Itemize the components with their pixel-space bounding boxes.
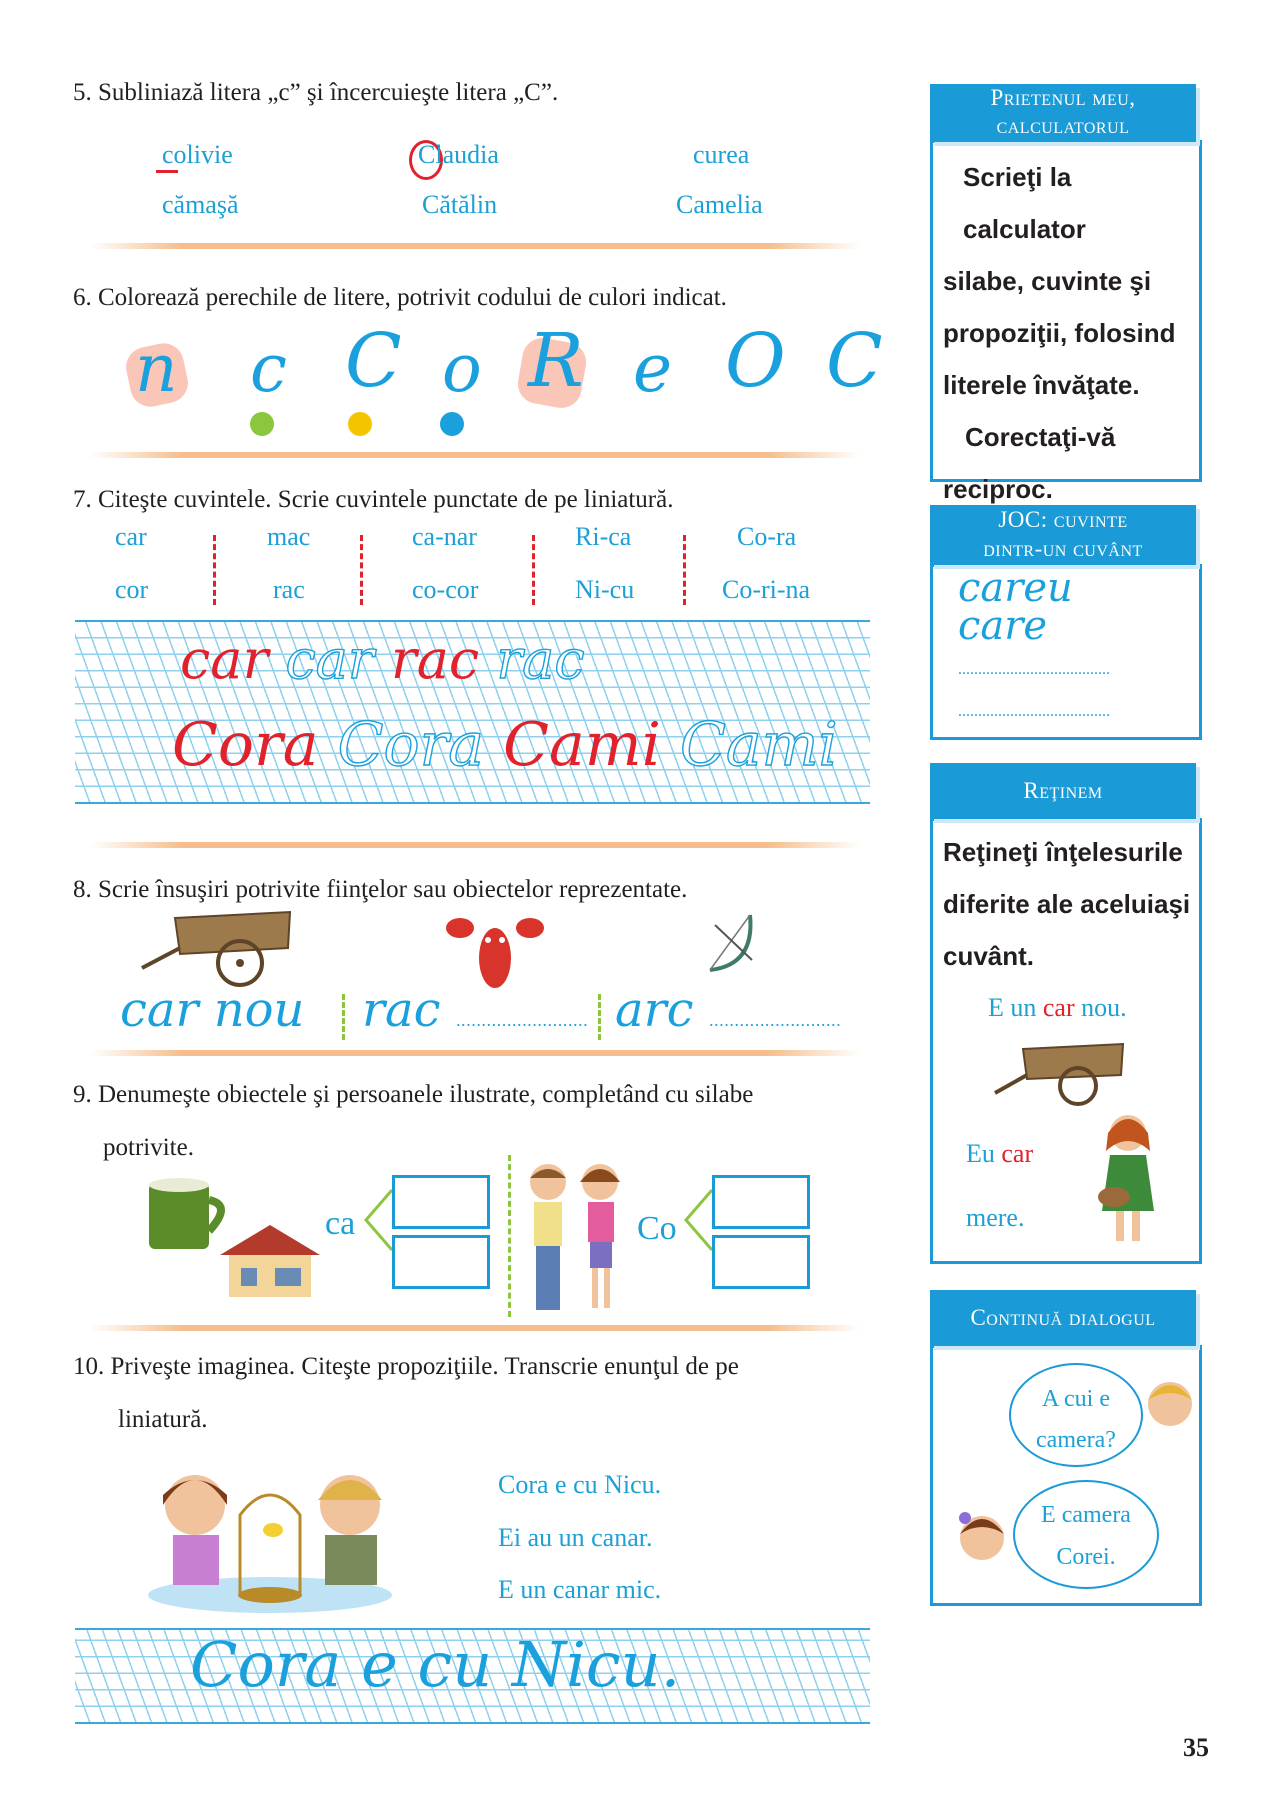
- letter-n: n: [135, 330, 178, 407]
- letter-O: O: [725, 318, 786, 404]
- example-text: nou.: [1074, 993, 1127, 1022]
- panel-line: reciproc.: [943, 474, 1053, 504]
- panel-line: Scrieţi la calculator: [963, 162, 1086, 244]
- answer-arc: [615, 982, 841, 1038]
- answer-rac: [362, 982, 588, 1038]
- handwritten-line-1: [180, 628, 585, 691]
- panel-line: propoziţii, folosind: [943, 318, 1176, 348]
- panel-line: Corectaţi-vă: [965, 422, 1116, 452]
- exercise-9-instruction-1: 9. Denumeşte obiectele şi persoanele ilustrate, completând cu silabe: [73, 1081, 754, 1108]
- dashed-divider: [213, 535, 216, 605]
- panel-line: diferite ale aceluiaşi: [943, 889, 1191, 919]
- handwritten-word: car: [180, 628, 269, 691]
- bubble-text: E camera: [1041, 1502, 1131, 1528]
- handwritten-word: rac: [390, 628, 480, 691]
- separator: [90, 452, 860, 458]
- girl-face-image: [951, 1500, 1013, 1566]
- exercise-7-instruction: 7. Citeşte cuvintele. Scrie cuvintele punctate de pe liniatură.: [73, 486, 674, 513]
- exercise-10-instruction-1: 10. Priveşte imaginea. Citeşte propoziţiile. Transcrie enunţul de pe: [73, 1353, 739, 1380]
- handwritten-word: Cami: [503, 710, 661, 780]
- cart-image: [993, 1041, 1128, 1107]
- handwritten-sentence: Cora e cu Nicu.: [190, 1628, 681, 1701]
- dashed-divider: [683, 535, 686, 605]
- house-image: [215, 1220, 325, 1300]
- word-camelia: Camelia: [676, 190, 763, 219]
- dashed-divider: [532, 535, 535, 605]
- dotted-word: Cami: [679, 710, 838, 780]
- word-cor: cor: [115, 575, 149, 604]
- letter-R: R: [528, 318, 584, 404]
- bubble-text: A cui e: [1042, 1386, 1110, 1412]
- dialogue-panel-title: Continuă dialogul: [930, 1290, 1196, 1346]
- bubble-text: Corei.: [1056, 1544, 1116, 1570]
- word-nicu: Ni-cu: [575, 575, 635, 604]
- word-claudia: Claudia: [418, 140, 499, 169]
- blank-line[interactable]: ......................................: [958, 661, 1110, 678]
- panel-title-line: dintr-un cuvânt: [983, 536, 1143, 561]
- exercise-10-instruction-2: liniatură.: [118, 1406, 208, 1433]
- letter-C: C: [345, 318, 402, 404]
- word-cora: Co-ra: [737, 522, 797, 551]
- syllable-ca: ca: [325, 1205, 356, 1242]
- handwritten-word: arc: [615, 982, 694, 1038]
- syllable-box[interactable]: [712, 1175, 810, 1229]
- boy-face-image: [1143, 1370, 1197, 1434]
- panel-line: cuvânt.: [943, 941, 1035, 971]
- separator: [90, 243, 860, 249]
- panel-line: silabe, cuvinte şi: [943, 266, 1152, 296]
- panel-body: [943, 826, 1190, 982]
- example-highlight: car: [1042, 993, 1075, 1022]
- game-panel-title: [930, 505, 1196, 565]
- example-text: E un: [988, 993, 1043, 1022]
- exercise-9-instruction-2: potrivite.: [103, 1134, 194, 1161]
- syllable-box[interactable]: [392, 1175, 490, 1229]
- letter-c: c: [250, 330, 287, 407]
- speech-bubble-2: [1013, 1480, 1159, 1589]
- syllable-co: Co: [637, 1210, 677, 1247]
- computer-panel: [930, 140, 1202, 504]
- underline-mark: [156, 170, 178, 173]
- syllable-box[interactable]: [392, 1235, 490, 1289]
- syllable-box[interactable]: [712, 1235, 810, 1289]
- example-sentence-2: [966, 1139, 1033, 1169]
- bubble-text: camera?: [1036, 1427, 1116, 1453]
- panel-line: Reţineţi înţelesurile: [943, 837, 1183, 867]
- dialogue-panel: [930, 1345, 1202, 1606]
- exercise-8-instruction: 8. Scrie însuşiri potrivite fiinţelor sau obiectelor reprezentate.: [73, 876, 688, 903]
- dashed-divider: [508, 1155, 511, 1317]
- letter-o: o: [442, 330, 482, 407]
- panel-title-line: calculatorul: [996, 113, 1130, 138]
- panel-line: literele învăţate.: [943, 370, 1140, 400]
- example-sentence-1: [988, 993, 1127, 1023]
- dotted-word: rac: [496, 628, 585, 691]
- remember-panel: [930, 818, 1202, 1264]
- panel-title-line: JOC: cuvinte: [998, 507, 1128, 532]
- word-rac: rac: [273, 575, 305, 604]
- handwritten-word: Cora: [172, 710, 319, 780]
- bracket: [682, 1185, 714, 1255]
- word-corina: Co-ri-na: [722, 575, 811, 604]
- game-panel: [930, 564, 1202, 740]
- word-catalin: Cătălin: [422, 190, 498, 219]
- handwritten-line-2: [172, 710, 838, 780]
- blank-line[interactable]: ..........................: [455, 1011, 588, 1030]
- separator: [90, 842, 860, 848]
- children-image: [520, 1160, 630, 1320]
- exercise-5-instruction: 5. Subliniază litera „c” şi încercuieşte litera „C”.: [73, 79, 559, 106]
- exercise-6-instruction: 6. Colorează perechile de litere, potrivit codului de culori indicat.: [73, 284, 727, 311]
- sentence-1: Cora e cu Nicu.: [498, 1470, 662, 1499]
- separator: [90, 1325, 860, 1331]
- handwritten-answer: nou: [213, 982, 305, 1038]
- example-highlight: car: [1001, 1139, 1034, 1168]
- panel-body: [943, 151, 1199, 515]
- dotted-word: Cora: [337, 710, 485, 780]
- yellow-dot: [348, 412, 372, 436]
- word-canar: ca-nar: [412, 522, 477, 551]
- page-number: 35: [1183, 1733, 1209, 1762]
- word-mac: mac: [267, 522, 311, 551]
- dashed-divider: [360, 535, 363, 605]
- handwritten-word: care: [958, 603, 1048, 649]
- dotted-word: car: [285, 628, 374, 691]
- word-car: car: [115, 522, 147, 551]
- letter-e: e: [633, 330, 673, 407]
- answer-car: [120, 982, 304, 1038]
- handwritten-word: rac: [362, 982, 441, 1038]
- speech-bubble-1: [1009, 1363, 1143, 1467]
- girl-with-basket-image: [1088, 1111, 1168, 1251]
- separator: [90, 1050, 860, 1056]
- green-dot: [250, 412, 274, 436]
- computer-panel-title: [930, 84, 1196, 142]
- example-text: Eu: [966, 1139, 1002, 1168]
- handwritten-word: car: [120, 982, 199, 1038]
- dashed-divider: [342, 994, 345, 1040]
- blank-line[interactable]: ..........................: [708, 1011, 841, 1030]
- word-curea: curea: [693, 140, 750, 169]
- letter-C-2: C: [826, 318, 883, 404]
- word-rica: Ri-ca: [575, 522, 632, 551]
- word-colivie: colivie: [162, 140, 233, 169]
- blue-dot: [440, 412, 464, 436]
- sentence-2: Ei au un canar.: [498, 1523, 653, 1552]
- remember-panel-title: Reţinem: [930, 763, 1196, 819]
- panel-title-line: Prietenul meu,: [990, 85, 1136, 110]
- handwritten-word: careu: [958, 565, 1073, 611]
- blank-line[interactable]: ......................................: [958, 703, 1110, 720]
- sentence-3: E un canar mic.: [498, 1575, 662, 1604]
- dashed-divider: [598, 994, 601, 1040]
- word-camasa: cămaşă: [162, 190, 239, 219]
- bow-image: [700, 910, 760, 976]
- cart-image: [140, 908, 300, 988]
- children-with-canary-image: [145, 1455, 395, 1615]
- word-cocor: co-cor: [412, 575, 479, 604]
- bracket: [362, 1185, 394, 1255]
- example-sentence-2-end: mere.: [966, 1203, 1025, 1232]
